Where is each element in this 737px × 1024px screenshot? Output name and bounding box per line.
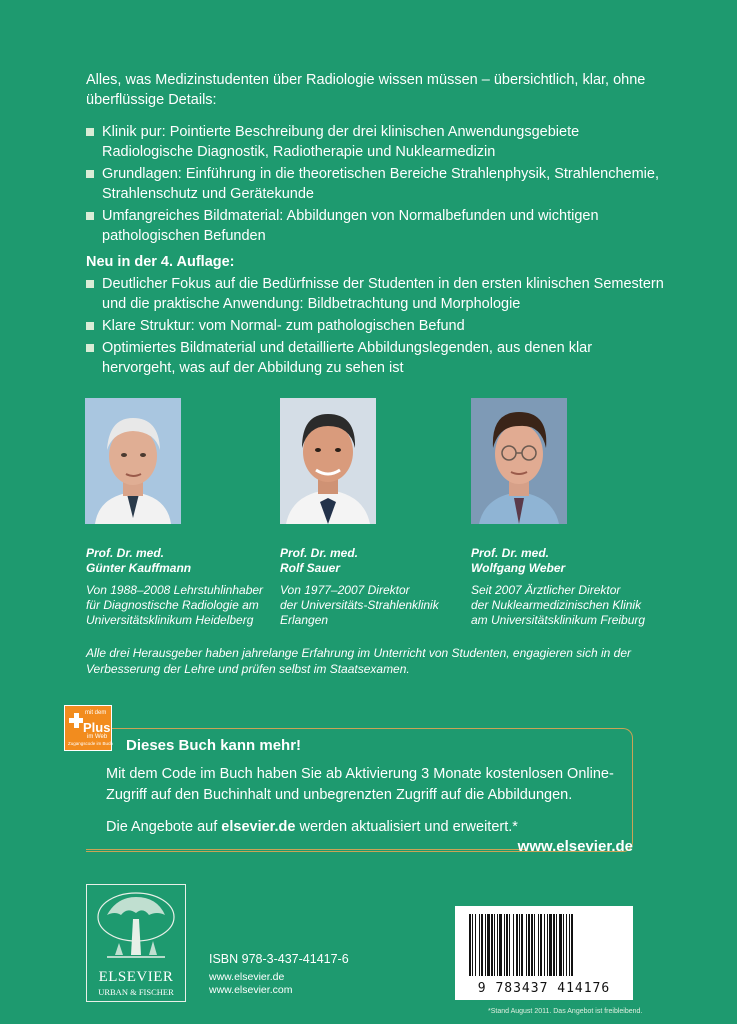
list-item-text: Umfangreiches Bildmaterial: Abbildungen von Normalbefunden und wichtigen pathologischen Befunden: [102, 208, 599, 244]
bullet-square-icon: [86, 280, 94, 288]
plus-box-title: Dieses Buch kann mehr!: [126, 737, 302, 754]
barcode-bar: [563, 914, 564, 976]
portrait-kauffmann: [85, 398, 181, 524]
barcode-bar: [534, 914, 535, 976]
plus-badge: [64, 705, 112, 751]
barcode-bar: [547, 914, 548, 976]
barcode-bar: [481, 914, 483, 976]
feature-list: [86, 122, 666, 248]
list-item: [86, 274, 666, 314]
barcode-bar: [494, 914, 495, 976]
person-desc: für Diagnostische Radiologie am: [86, 598, 259, 612]
barcode-bar: [504, 914, 505, 976]
person-desc: am Universitätsklinikum Freiburg: [471, 613, 646, 627]
isbn: ISBN 978-3-437-41417-6: [209, 952, 349, 966]
barcode-bar: [497, 914, 498, 976]
person-name: Wolfgang Weber: [471, 561, 566, 575]
publisher-url-com[interactable]: www.elsevier.com: [209, 984, 293, 996]
person-sauer: [280, 546, 460, 628]
barcode-bar: [528, 914, 530, 976]
list-item: [86, 206, 666, 246]
new-edition-list: [86, 274, 666, 380]
barcode-bar: [519, 914, 520, 976]
barcode-bar: [544, 914, 545, 976]
barcode: [455, 906, 633, 1000]
barcode-bar: [469, 914, 471, 976]
barcode-bar: [475, 914, 476, 976]
barcode-bar: [472, 914, 473, 976]
list-item-text: Klare Struktur: vom Normal- zum pathologischen Befund: [102, 318, 465, 334]
person-name: Rolf Sauer: [280, 561, 341, 575]
bullet-square-icon: [86, 128, 94, 136]
portrait-sauer: [280, 398, 376, 524]
publisher-name: ELSEVIER: [98, 969, 174, 985]
barcode-bar: [531, 914, 533, 976]
badge-small-text: mit dem: [85, 710, 107, 716]
plus-box-text2-post: werden aktualisiert und erweitert.*: [295, 819, 518, 835]
plus-box-text2: [106, 817, 636, 838]
barcode-bar: [526, 914, 527, 976]
list-item-text: Klinik pur: Pointierte Beschreibung der drei klinischen Anwendungsgebiete Radiologische Diagnostik, Radiotherapie und Nuklearmedizin: [102, 124, 580, 160]
person-desc: der Universitäts-Strahlenklinik: [280, 598, 439, 612]
barcode-bar: [491, 914, 493, 976]
person-desc: Universitätsklinikum Heidelberg: [86, 613, 254, 627]
plus-cross-icon-vertical: [74, 713, 79, 728]
list-item-text: Deutlicher Fokus auf die Bedürfnisse der Studenten in den ersten klinischen Semestern und die praktische Anwendung: Bildbetrachtung und Morphologie: [102, 276, 664, 312]
list-item: [86, 338, 666, 378]
badge-sub-text: Zugangscode im Buch: [68, 741, 113, 746]
elsevier-link[interactable]: elsevier.de: [221, 819, 296, 835]
person-title: Prof. Dr. med.: [471, 546, 550, 560]
plus-box-text: Mit dem Code im Buch haben Sie ab Aktivierung 3 Monate kostenlosen Online-Zugriff auf den Buchinhalt und unbegrenzten Zugriff auf die Abbildungen.: [106, 766, 614, 803]
plus-box-bottom-line: [86, 849, 526, 850]
person-desc: Von 1988–2008 Lehrstuhlinhaber: [86, 583, 264, 597]
person-desc: Erlangen: [280, 613, 329, 627]
publisher-imprint: URBAN & FISCHER: [98, 987, 174, 997]
footnote: *Stand August 2011. Das Angebot ist freibleibend.: [488, 1008, 643, 1015]
person-kauffmann: [86, 546, 266, 628]
elsevier-tree-icon: [87, 885, 185, 969]
barcode-bar: [549, 914, 552, 976]
list-item: [86, 316, 666, 336]
elsevier-logo: [86, 884, 186, 1002]
barcode-bar: [487, 914, 490, 976]
person-desc: Von 1977–2007 Direktor: [280, 583, 410, 597]
badge-plus-text: Plus: [83, 720, 111, 735]
intro-text: Alles, was Medizinstudenten über Radiologie wissen müssen – übersichtlich, klar, ohne überflüssige Details:: [86, 72, 646, 108]
barcode-bar: [559, 914, 562, 976]
bullet-square-icon: [86, 170, 94, 178]
barcode-bar: [509, 914, 510, 976]
barcode-bar: [540, 914, 542, 976]
website-url[interactable]: www.elsevier.de: [517, 838, 633, 855]
barcode-bar: [556, 914, 557, 976]
badge-web-text: im Web: [87, 734, 108, 740]
list-item-text: Optimiertes Bildmaterial und detaillierte Abbildungslegenden, aus denen klar hervorgeht, was auf der Abbildung zu sehen ist: [102, 340, 593, 376]
barcode-bar: [485, 914, 486, 976]
barcode-bar: [566, 914, 567, 976]
list-item: [86, 122, 666, 162]
publisher-url-de[interactable]: www.elsevier.de: [209, 971, 285, 983]
bullet-square-icon: [86, 322, 94, 330]
barcode-bar: [571, 914, 573, 976]
person-name: Günter Kauffmann: [86, 561, 192, 575]
barcode-bar: [513, 914, 514, 976]
publisher-urls: [209, 971, 292, 997]
barcode-bar: [516, 914, 518, 976]
barcode-bar: [499, 914, 502, 976]
new-edition-title: Neu in der 4. Auflage:: [86, 254, 235, 270]
barcode-bar: [479, 914, 480, 976]
barcode-bar: [521, 914, 523, 976]
barcode-bar: [506, 914, 508, 976]
barcode-digits: 9 783437 414176: [477, 981, 611, 996]
barcode-bar: [553, 914, 555, 976]
person-desc: der Nuklearmedizinischen Klinik: [471, 598, 642, 612]
list-item: [86, 164, 666, 204]
barcode-bar: [569, 914, 570, 976]
editors-summary: Alle drei Herausgeber haben jahrelange Erfahrung im Unterricht von Studenten, engagieren sich in der Verbesserung der Lehre und prüfen selbst im Staatsexamen.: [86, 646, 631, 676]
person-title: Prof. Dr. med.: [86, 546, 165, 560]
bullet-square-icon: [86, 212, 94, 220]
bullet-square-icon: [86, 344, 94, 352]
person-desc: Seit 2007 Ärztlicher Direktor: [471, 583, 621, 597]
person-weber: [471, 546, 671, 628]
list-item-text: Grundlagen: Einführung in die theoretischen Bereiche Strahlenphysik, Strahlenchemie, Strahlenschutz und Gerätekunde: [102, 166, 659, 202]
person-title: Prof. Dr. med.: [280, 546, 359, 560]
plus-box-text2-pre: Die Angebote auf: [106, 819, 222, 835]
portrait-weber: [471, 398, 567, 524]
barcode-bar: [538, 914, 539, 976]
